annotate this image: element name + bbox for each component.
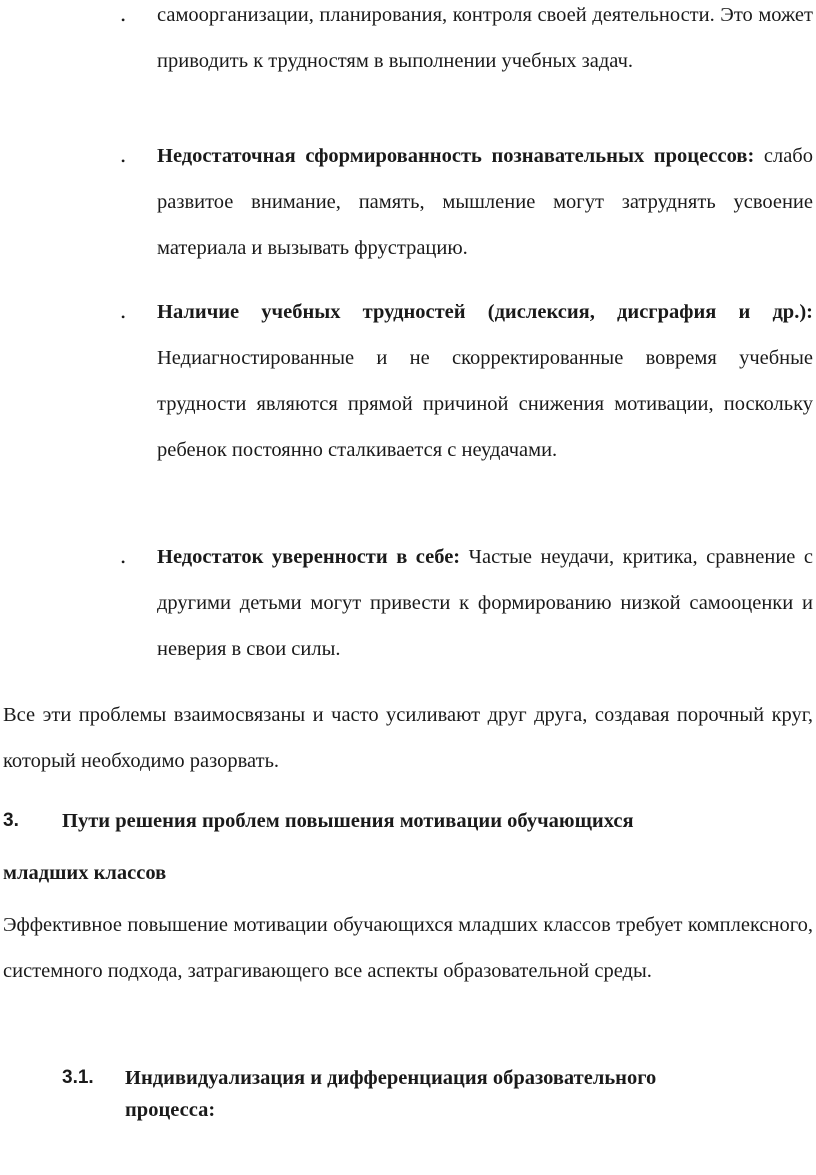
bullet-marker: • [121,154,126,168]
bullet-marker: • [121,310,126,324]
list-item-text [157,133,813,271]
list-item-text-body: слабо развитое внимание, память, мышление могут затруднять усвоение материала и вызывать фрустрацию. [157,145,813,259]
list-item-text-body: самоорганизации, планирования, контроля своей деятельности. Это может приводить к трудностям в выполнении учебных задач. [157,4,813,72]
section-title-line-1: Пути решения проблем повышения мотивации обучающихся [62,810,634,832]
list-item-text [157,0,813,84]
bullet-marker: • [121,13,126,27]
list-item-text [157,534,813,672]
list-item-bold-lead: Наличие учебных трудностей (дислексия, дисграфия и др.): [157,301,813,323]
section-title-line-1: Индивидуализация и дифференциация образовательного [125,1067,657,1089]
list-item-text-body: Частые неудачи, критика, сравнение с другими детьми могут привести к формированию низкой самооценки и неверия в свои силы. [157,546,814,660]
section-paragraph: Эффективное повышение мотивации обучающихся младших классов требует комплексного, системного подхода, затрагивающего все аспекты образовательной среды. [3,914,813,982]
list-item-bold-lead: Недостаточная сформированность познавательных процессов: [157,145,755,167]
section-title-line-2: младших классов [3,862,167,884]
list-item-bold-lead: Недостаток уверенности в себе: [157,546,461,568]
list-item-text [157,289,813,473]
list-item-text-body: Недиагностированные и не скорректированные вовремя учебные трудности являются прямой причиной снижения мотивации, поскольку ребенок постоянно сталкивается с неудачами. [157,347,813,461]
summary-paragraph: Все эти проблемы взаимосвязаны и часто усиливают друг друга, создавая порочный круг, который необходимо разорвать. [3,704,813,772]
bullet-marker: • [121,555,126,569]
section-title-line-2: процесса: [125,1099,216,1121]
section-number: 3.1. [62,1067,94,1088]
section-number: 3. [3,810,19,831]
